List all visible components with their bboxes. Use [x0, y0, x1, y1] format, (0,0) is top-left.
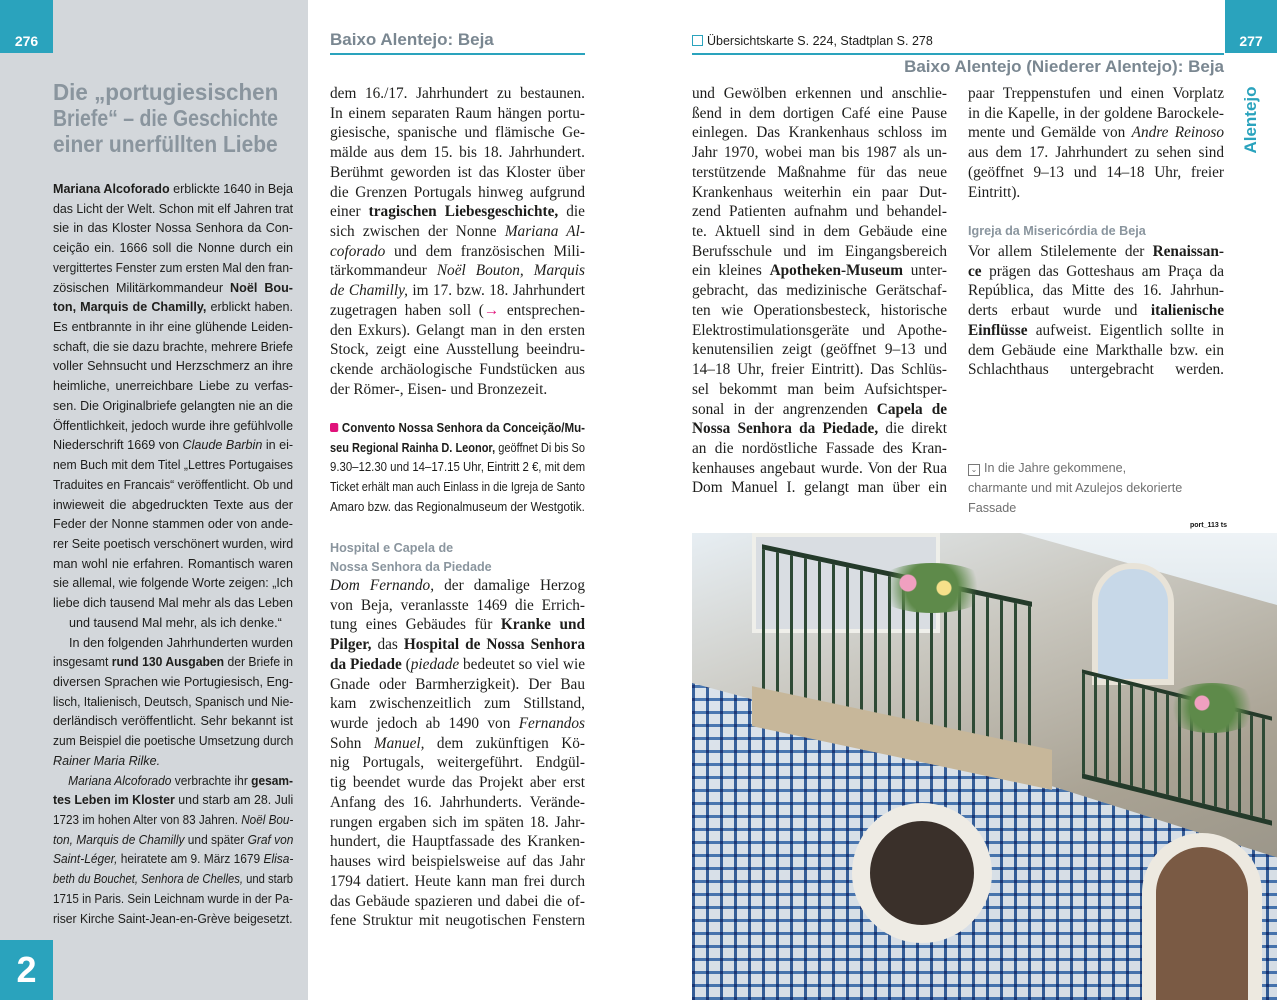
text-line: Schlachthaus untergebracht werden. — [968, 361, 1224, 379]
text-line: man wohl nie erfahren. Romantisch waren — [53, 556, 293, 571]
text-line: lisch, Italienisch, Deutsch, Spanisch und Nie- — [53, 694, 294, 709]
text-line: Es entbrannte in ihr eine glühende Leiden- — [53, 320, 293, 335]
bullet-marker-icon — [330, 423, 338, 432]
running-head-right — [692, 27, 1224, 76]
text-line: Saint-Léger, heiratete am 9. März 1679 Elisa- — [53, 852, 294, 867]
page-number-left: 276 — [0, 0, 53, 53]
text-line: heimliche, unerreichbare Liebe zu verfas- — [53, 379, 293, 394]
text-line: Amaro bzw. das Regionalmuseum der Westgotik. — [330, 499, 585, 514]
text-line: sich zwischen der Nonne Mariana Al- — [330, 223, 585, 241]
text-line: Einflüsse aufweist. Eigentlich sollte in — [968, 321, 1224, 339]
page-number-right: 277 — [1225, 0, 1277, 53]
section-heading-hospital — [330, 539, 585, 577]
text-line: tes Leben im Kloster und starb am 28. Juli — [53, 793, 294, 808]
text-line: ein kleines Apotheken-Museum unter- — [692, 262, 947, 280]
photo-arch-window — [1092, 563, 1174, 685]
photo-flowers-left — [872, 563, 992, 613]
text-line: tärkommandeur Noël Bouton, Marquis — [330, 262, 586, 280]
text-line: und Gewölben erkennen und anschlie- — [692, 85, 947, 102]
text-line: vergittertes Fenster zum ersten Mal den fran- — [53, 260, 293, 275]
photo-flowers-right — [1162, 683, 1262, 733]
text-line: In einem separaten Raum hängen portu- — [330, 104, 585, 122]
photo-caption — [968, 458, 1228, 518]
text-line: hauses wird beispielsweise auf das Jahr — [330, 853, 585, 871]
info-box — [330, 419, 585, 518]
text-line: Krankenhaus weiterhin ein paar Dut- — [692, 183, 947, 201]
text-line: 1794 datiert. Heute kann man frei durch — [330, 872, 585, 890]
body-text-para2 — [330, 576, 585, 931]
text-line: den Exkurs). Gelangt man in den ersten — [330, 321, 585, 339]
text-line: Sohn Manuel, dem zukünftigen Kö- — [330, 734, 585, 752]
text-line: liebe dich tausend Mal mehr als das Leben — [53, 596, 293, 611]
text-line: Die „portugiesischen — [53, 79, 279, 105]
text-line: riser Kirche Saint-Jean-en-Grève beigesetzt. — [53, 911, 293, 926]
text-line: Mariana Alcoforado erblickte 1640 in Beja — [53, 182, 294, 196]
text-line: terstützende Maßnahme für das neue — [692, 163, 947, 181]
text-line: die Grenzen Portugals hinweg aufgrund — [330, 183, 585, 201]
text-line: Dom Fernando, der damalige Herzog — [330, 577, 585, 594]
text-line: Rainer Maria Rilke. — [53, 753, 161, 768]
body-text-col2 — [968, 84, 1224, 202]
chapter-number-tab: 2 — [0, 940, 53, 1000]
text-line: sel bekommt man beim Aufsichtsper- — [692, 380, 947, 398]
text-line: 1723 im hohen Alter von 83 Jahren. Noël Bou- — [53, 813, 294, 827]
map-reference[interactable]: Übersichtskarte S. 224, Stadtplan S. 278 — [707, 34, 933, 48]
text-line: einlegen. Das Krankenhaus schloss im — [692, 124, 947, 142]
text-line: nem Buch mit dem Titel „Lettres Portugaises — [53, 458, 293, 473]
text-line: zugetragen haben soll (→ entsprechen- — [330, 301, 585, 319]
text-line: giesische, spanische und flämische Ge- — [330, 124, 585, 142]
text-line: mente und Gemälde von Andre Reinoso — [968, 124, 1225, 142]
text-line: zend Patienten aufnahm und behandel- — [692, 203, 947, 221]
text-line: ceição ein. 1666 soll die Nonne durch ein — [53, 241, 293, 256]
text-line: dem 16./17. Jahrhundert zu bestaunen. — [330, 85, 585, 102]
map-icon — [692, 35, 703, 46]
text-line: mälde aus dem 15. bis 18. Jahrhundert. — [330, 144, 585, 162]
text-line: aus dem 17. Jahrhundert zu sehen sind — [968, 144, 1224, 162]
text-line: Anfang des 16. Jahrhunderts. Verände- — [330, 793, 585, 811]
text-line: Dom Manuel I. gelangt man über ein — [692, 479, 947, 497]
text-line: paar Treppenstufen und einen Vorplatz — [968, 85, 1224, 102]
sidebar-title — [53, 79, 278, 157]
text-line: und tausend Mal mehr, als ich denke.“ — [69, 615, 282, 630]
text-line: te. Aktuell sind in dem Gebäude eine — [692, 223, 947, 241]
text-line: Berufsschule und im Eingangsbereich — [692, 242, 947, 260]
photo-door-arch — [1142, 833, 1262, 1000]
text-line: von Beja, veranlasste 1469 die Errich- — [330, 596, 585, 614]
text-line: Vor allem Stilelemente der Renaissan- — [968, 243, 1224, 260]
text-line: coforado und dem französischen Mili- — [330, 242, 585, 260]
text-line: seu Regional Rainha D. Leonor, geöffnet Di bis So — [330, 440, 585, 455]
text-line: Eintritt). — [968, 183, 1021, 201]
text-line: Hospital e Capela de — [330, 541, 454, 555]
body-text-col1 — [692, 84, 947, 498]
text-line: ckende archäologische Fundstücken aus — [330, 361, 585, 379]
text-line: sie in das Kloster Nossa Senhora da Con- — [53, 221, 293, 236]
text-line: ten wie Operationsbesteck, historische — [692, 301, 947, 319]
text-line: dem Gebäude eine Markthalle bzw. ein — [968, 341, 1224, 359]
text-line: inwieweit die abgedruckten Texte aus der — [53, 497, 293, 512]
text-line: voller Sehnsucht und Herzschmerz an ihre — [53, 359, 293, 374]
section-heading-misericordia: Igreja da Misericórdia de Beja — [968, 224, 1146, 238]
text-line: kam zwischenzeitlich zum Stillstand, — [330, 695, 585, 713]
text-line: der Römer-, Eisen- und Bronzezeit. — [330, 380, 548, 398]
text-line: das Licht der Welt. Schon mit elf Jahren trat — [53, 201, 294, 216]
running-head-title: Baixo Alentejo (Niederer Alentejo): Beja — [904, 57, 1224, 76]
text-line: derts erbaut wurde und italienische — [968, 302, 1224, 320]
text-line: diversen Sprachen wie Portugiesisch, Eng- — [53, 674, 294, 689]
text-line: Pilger, das Hospital de Nossa Senhora — [330, 636, 585, 654]
text-line: sie allemal, wie folgende Worte zeigen: „Ich — [53, 576, 293, 591]
caption-line-2: charmante und mit Azulejos dekorierte Fassade — [968, 481, 1183, 515]
running-head-left: Baixo Alentejo: Beja — [330, 27, 585, 55]
side-tab-region: Alentejo — [1241, 86, 1260, 154]
text-line: kenutensilien zeigt (geöffnet 9–13 und — [692, 341, 947, 359]
text-line: Berühmt geworden ist das Kloster über — [330, 163, 585, 181]
text-line: tung eines Gebäudes für Kranke und — [330, 616, 585, 634]
text-line: sen. Die Originalbriefe gelangten nie an die — [53, 398, 293, 413]
text-line: Gnade oder Barmherzigkeit). Der Bau — [330, 675, 585, 693]
text-line: da Piedade (piedade bedeutet so viel wie — [330, 655, 585, 673]
text-line: Stock, zeigt eine Ausstellung beeindru- — [330, 341, 585, 359]
photo-code: port_113 ts — [1190, 522, 1227, 529]
text-line: in die Kapelle, in der goldene Barockele- — [968, 104, 1224, 122]
text-line: zösischen Militärkommandeur Noël Bou- — [53, 280, 293, 295]
text-line: Nossa Senhora da Piedade, die direkt — [692, 420, 947, 438]
text-line: ton, Marquis de Chamilly und später Graf von — [53, 832, 294, 847]
text-line: Nossa Senhora da Piedade — [330, 560, 492, 574]
text-line: Mariana Alcoforado verbrachte ihr gesam- — [68, 773, 293, 788]
text-line: wurde jedoch ab 1490 von Fernandos — [330, 715, 585, 733]
text-line: Convento Nossa Senhora da Conceição/Mu- — [330, 419, 585, 439]
text-line: (geöffnet 9–13 und 14–18 Uhr, freier — [968, 163, 1224, 181]
text-line: beth du Bouchet, Senhora de Chelles, und starb — [53, 872, 293, 887]
photo-lower-arch — [852, 803, 992, 943]
sidebar-text — [53, 180, 293, 929]
text-line: Briefe“ – die Geschichte — [53, 105, 278, 131]
text-line: Elektrostimulationsgeräte und Apothe- — [692, 321, 947, 339]
text-line: 1715 in Paris. Sein Leichnam wurde in der Pa- — [53, 891, 293, 906]
cross-reference-arrow-icon[interactable]: → — [483, 301, 500, 319]
text-line: de Chamilly, im 17. bzw. 18. Jahrhundert — [330, 282, 585, 300]
facade-photo — [692, 533, 1277, 1000]
chevron-down-icon: ⌄ — [968, 464, 980, 476]
text-line: sonal in der angrenzenden Capela de — [692, 400, 947, 418]
text-line: República, das Mitte des 16. Jahrhun- — [968, 282, 1224, 300]
text-line: Feder der Nonne stammen oder von ande- — [53, 517, 293, 532]
text-line: rer Seite poetisch verschönert wurden, wird — [53, 536, 294, 551]
text-line: gebracht, das medizinische Gerätschaf- — [692, 282, 947, 300]
text-line: Jahr 1970, wobei man bis 1987 als un- — [692, 144, 947, 162]
text-line: In den folgenden Jahrhunderten wurden — [69, 635, 293, 650]
text-line: an die nordöstliche Fassade des Kran- — [692, 439, 947, 457]
caption-line-1: In die Jahre gekommene, — [984, 461, 1127, 475]
text-line: zum Beispiel die poetische Umsetzung durch — [53, 734, 294, 749]
text-line: Ticket erhält man auch Einlass in die Igreja de Santo — [330, 480, 585, 495]
text-line: derländisch veröffentlicht. Sehr bekannt ist — [53, 714, 293, 729]
text-line: einer unerfüllten Liebe — [53, 131, 278, 157]
text-line: 14–18 Uhr, freier Eintritt). Das Schlüs- — [692, 361, 947, 379]
body-text-para1 — [330, 84, 585, 400]
text-line: einer tragischen Liebesgeschichte, die — [330, 203, 585, 221]
text-line: nig Portugals, weitergeführt. Endgül- — [330, 754, 585, 772]
text-line: ton, Marquis de Chamilly, erblickt haben. — [53, 300, 293, 315]
text-line: schaft, die sie dazu brachte, mehrere Briefe — [53, 339, 293, 354]
text-line: kenhauses angebaut wurde. Von der Rua — [692, 459, 947, 477]
text-line: 9.30–12.30 und 14–17.15 Uhr, Eintritt 2 €, mit dem — [330, 460, 586, 475]
text-line: hundert, die Hauptfassade des Kranken- — [330, 833, 585, 851]
text-line: fene Struktur mit neugotischen Fenstern — [330, 912, 585, 930]
text-line: ce prägen das Gotteshaus am Praça da — [968, 262, 1224, 280]
text-line: rungen ergaben sich im späten 18. Jahr- — [330, 813, 585, 831]
text-line: Öffentlichkeit, jedoch wurde ihre gefühlvolle — [53, 418, 293, 433]
text-line: ßend in dem dortigen Café eine Pause — [692, 104, 947, 122]
text-line: tig beendet wurde das Projekt aber erst — [330, 774, 585, 792]
text-line: Traduites en Francais“ veröffentlicht. Ob und — [53, 477, 293, 492]
text-line: das Gebäude spazieren und dabei die of- — [330, 892, 585, 910]
body-text-col2-para2 — [968, 242, 1224, 380]
text-line: insgesamt rund 130 Ausgaben der Briefe in — [53, 655, 293, 670]
text-line: Niederschrift 1669 von Claude Barbin in ei- — [53, 438, 294, 453]
